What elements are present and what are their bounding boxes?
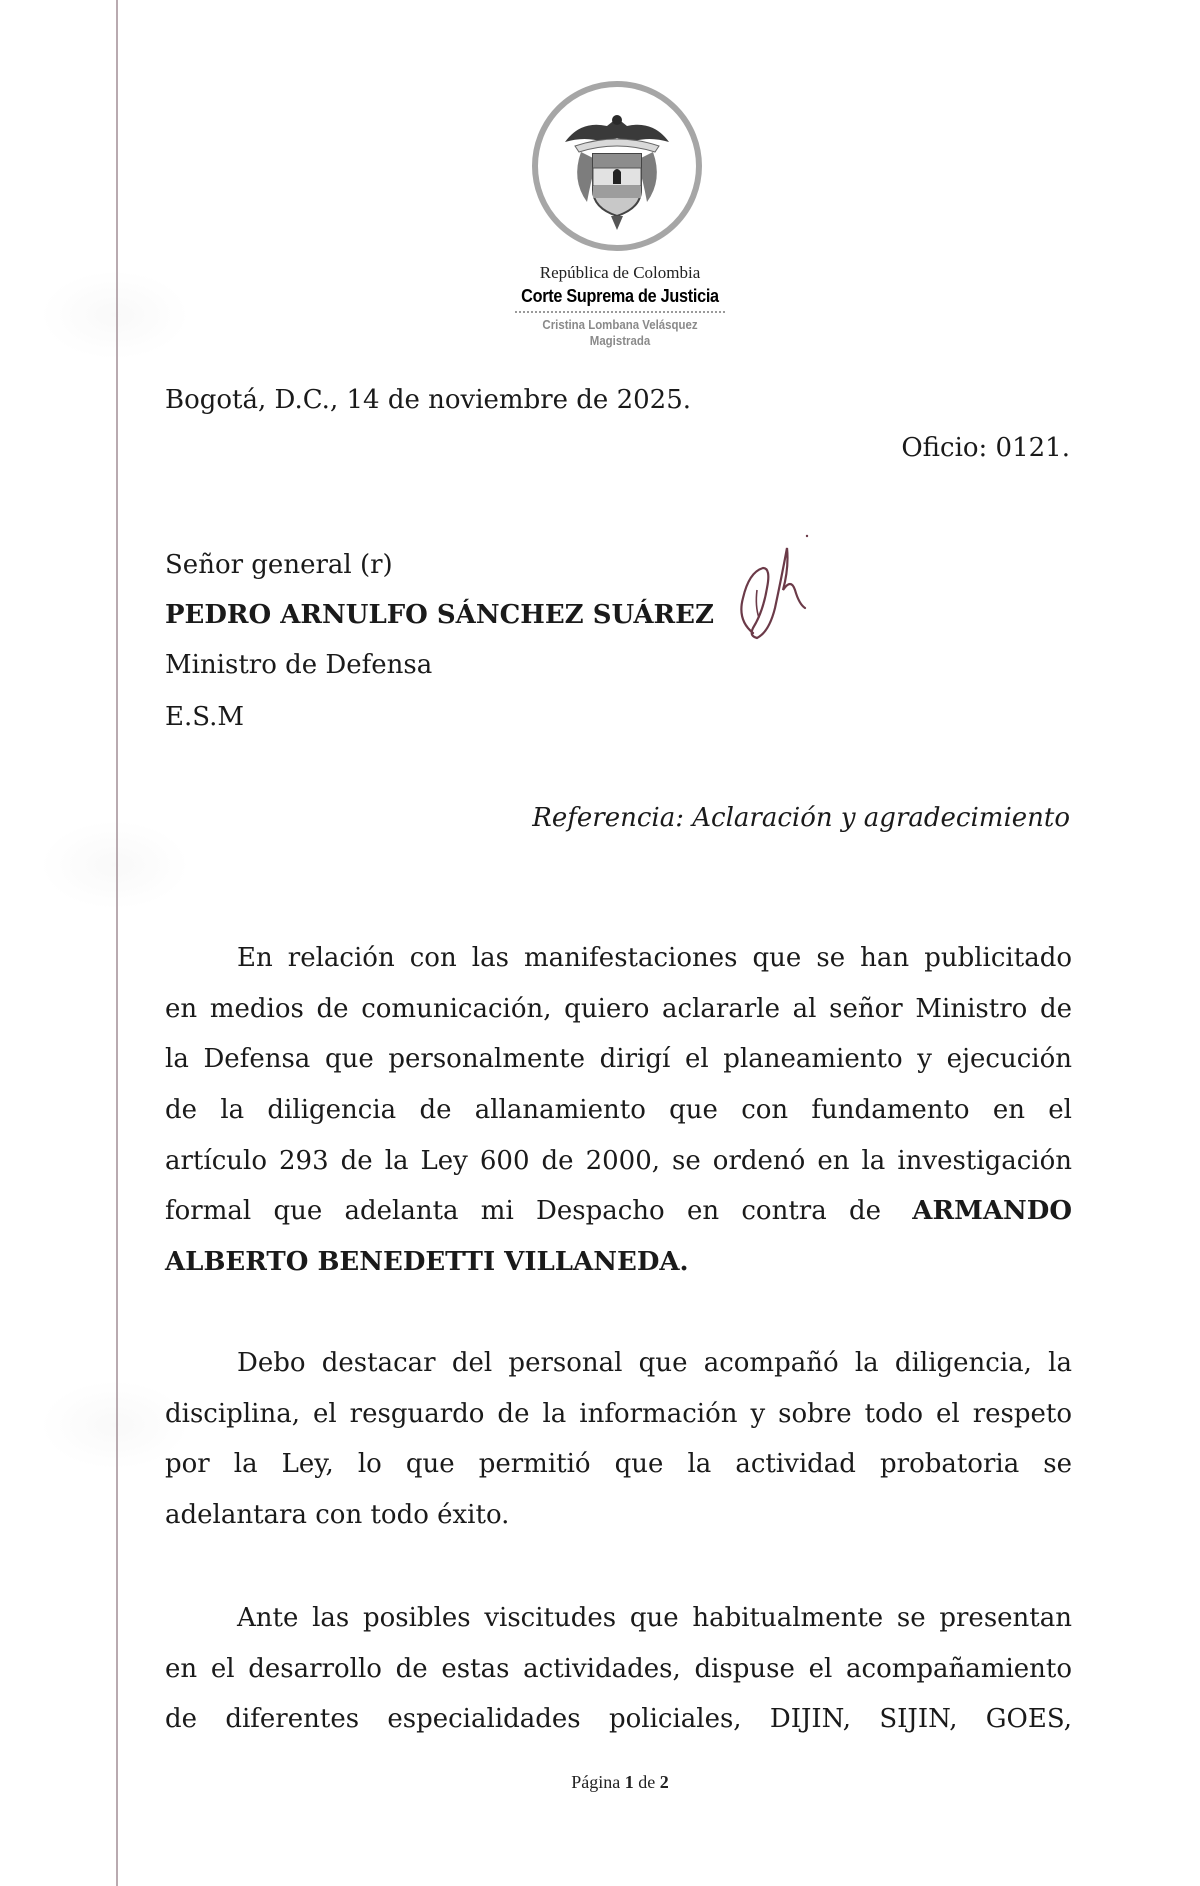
text-line: de diferentes especialidades policiales, DIJIN, SIJIN, GOES, bbox=[165, 1704, 1072, 1735]
recipient-name: PEDRO ARNULFO SÁNCHEZ SUÁREZ bbox=[165, 600, 714, 630]
text-line: la Defensa que personalmente dirigí el planeamiento y ejecución bbox=[165, 1044, 1072, 1075]
page-footer bbox=[0, 1772, 1200, 1793]
text-line: En relación con las manifestaciones que se han publicitado bbox=[237, 943, 1072, 973]
page-separator: de bbox=[638, 1772, 656, 1792]
handwritten-initial-signature-icon bbox=[735, 528, 815, 643]
paragraph-3 bbox=[165, 1593, 1072, 1745]
total-pages: 2 bbox=[659, 1772, 669, 1792]
text-line: en medios de comunicación, quiero aclararle al señor Ministro de bbox=[165, 993, 1072, 1024]
text-line: artículo 293 de la Ley 600 de 2000, se ordenó en la investigación bbox=[165, 1145, 1072, 1176]
faint-watermark bbox=[40, 820, 190, 910]
text-line: de la diligencia de allanamiento que con fundamento en el bbox=[165, 1095, 1072, 1126]
text-segment: formal que adelanta mi Despacho en contra de bbox=[165, 1196, 881, 1227]
magistrate-name: Cristina Lombana Velásquez bbox=[542, 317, 698, 332]
text-line: por la Ley, lo que permitió que la actividad probatoria se bbox=[165, 1449, 1072, 1480]
text-line: Ante las posibles viscitudes que habitualmente se presentan bbox=[237, 1603, 1072, 1633]
letterhead bbox=[470, 262, 770, 349]
paragraph-2 bbox=[165, 1338, 1072, 1541]
recipient-closing: E.S.M bbox=[165, 702, 245, 732]
current-page: 1 bbox=[624, 1772, 634, 1792]
page-label: Página bbox=[571, 1772, 621, 1792]
magistrate-title: Magistrada bbox=[589, 333, 651, 348]
text-line: Debo destacar del personal que acompañó la diligencia, la bbox=[237, 1348, 1072, 1378]
paragraph-1 bbox=[165, 933, 1072, 1288]
text-line: adelantara con todo éxito. bbox=[165, 1500, 510, 1531]
text-line bbox=[165, 1186, 1072, 1237]
faint-watermark bbox=[40, 270, 190, 360]
court-name: Corte Suprema de Justicia bbox=[521, 286, 719, 306]
place-date: Bogotá, D.C., 14 de noviembre de 2025. bbox=[165, 385, 692, 415]
office-number: Oficio: 0121. bbox=[901, 433, 1070, 463]
recipient-salutation: Señor general (r) bbox=[165, 550, 393, 580]
text-line: disciplina, el resguardo de la información y sobre todo el respeto bbox=[165, 1398, 1072, 1429]
colombia-coat-of-arms-icon bbox=[531, 80, 703, 252]
letterhead-divider bbox=[515, 311, 725, 313]
reference-line: Referencia: Aclaración y agradecimiento bbox=[532, 803, 1070, 833]
republic-label: República de Colombia bbox=[539, 263, 701, 282]
text-line: en el desarrollo de estas actividades, dispuse el acompañamiento bbox=[165, 1653, 1072, 1684]
recipient-position: Ministro de Defensa bbox=[165, 650, 433, 680]
defendant-name-part: ARMANDO bbox=[912, 1196, 1072, 1227]
defendant-name: ALBERTO BENEDETTI VILLANEDA. bbox=[165, 1247, 689, 1278]
